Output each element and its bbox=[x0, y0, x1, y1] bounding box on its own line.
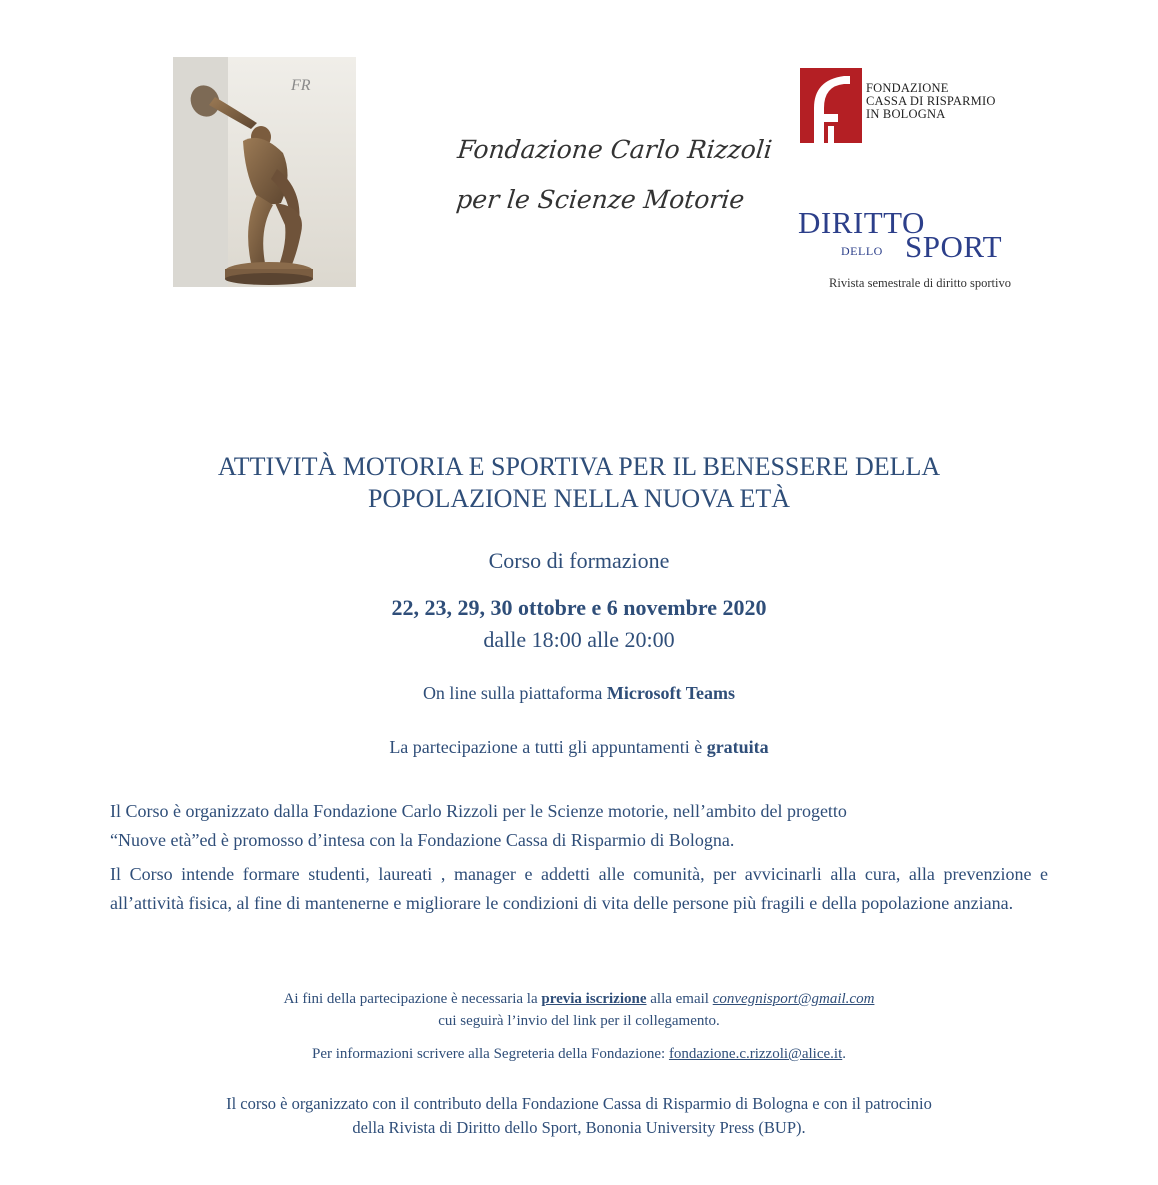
body-paragraph-2: Il Corso intende formare studenti, laureati , manager e addetti alle comunità, per avvicinarli alla cura, alla prevenzione e all’attività fisica, al fine di mantenerne e migliorare le condizioni di vita delle persone più fragili e della popolazione anziana. bbox=[110, 864, 1048, 913]
info-suffix: . bbox=[842, 1046, 847, 1062]
carisbo-logo-mark bbox=[800, 68, 862, 143]
fondazione-rizzoli-logo bbox=[450, 125, 774, 225]
info-prefix: Per informazioni scrivere alla Segreteria della Fondazione: bbox=[311, 1046, 669, 1062]
diritto-dello-sport-logo bbox=[798, 205, 1038, 270]
body-paragraph-1-line1: Il Corso è organizzato dalla Fondazione Carlo Rizzoli per le Scienze motorie, nell’ambito del progetto bbox=[110, 801, 847, 821]
ds-word-dello: DELLO bbox=[841, 244, 883, 258]
event-hours: dalle 18:00 alle 20:00 bbox=[483, 627, 675, 652]
ds-word-sport: SPORT bbox=[905, 229, 1003, 264]
participation-free: gratuita bbox=[706, 737, 769, 757]
info-email-link[interactable]: fondazione.c.rizzoli@alice.it bbox=[668, 1046, 843, 1062]
event-title-line2: POPOLAZIONE NELLA NUOVA ETÀ bbox=[367, 484, 790, 513]
registration-middle: alla email bbox=[646, 991, 713, 1007]
footer-line1: Il corso è organizzato con il contributo della Fondazione Cassa di Risparmio di Bologna e con il patrocinio bbox=[226, 1094, 932, 1113]
event-dates: 22, 23, 29, 30 ottobre e 6 novembre 2020 bbox=[391, 595, 767, 620]
registration-line1 bbox=[80, 988, 1078, 1010]
registration-note bbox=[80, 988, 1078, 1032]
event-title bbox=[80, 451, 1078, 515]
carisbo-line1: FONDAZIONE bbox=[866, 81, 949, 95]
registration-email-link[interactable]: convegnisport@gmail.com bbox=[712, 991, 875, 1007]
ds-word-diritto: DIRITTO bbox=[798, 205, 925, 240]
footer-note bbox=[80, 1092, 1078, 1140]
registration-prefix: Ai fini della partecipazione è necessaria la bbox=[283, 991, 542, 1007]
course-type: Corso di formazione bbox=[488, 548, 670, 573]
body-paragraph-1-line2: “Nuove età”ed è promosso d’intesa con la Fondazione Cassa di Risparmio di Bologna. bbox=[110, 830, 735, 850]
platform-prefix: On line sulla piattaforma bbox=[422, 683, 607, 703]
platform-name: Microsoft Teams bbox=[606, 683, 736, 703]
participation-line bbox=[80, 735, 1078, 759]
carisbo-line2: CASSA DI RISPARMIO bbox=[866, 94, 996, 108]
carisbo-line3: IN BOLOGNA bbox=[866, 107, 946, 121]
participation-prefix: La partecipazione a tutti gli appuntamenti è bbox=[389, 737, 707, 757]
footer-line2: della Rivista di Diritto dello Sport, Bononia University Press (BUP). bbox=[352, 1118, 806, 1137]
previa-iscrizione-link[interactable] bbox=[541, 991, 646, 1007]
discobolus-image bbox=[173, 57, 356, 287]
ds-subtitle: Rivista semestrale di diritto sportivo bbox=[829, 276, 1011, 290]
statue-illustration bbox=[173, 57, 356, 287]
rizzoli-logo-line1: Fondazione Carlo Rizzoli bbox=[456, 135, 774, 164]
previa-iscrizione-text: previa iscrizione bbox=[541, 991, 647, 1007]
rizzoli-logo-line2: per le Scienze Motorie bbox=[454, 185, 746, 214]
carisbo-f-icon bbox=[800, 68, 862, 143]
event-title-line1: ATTIVITÀ MOTORIA E SPORTIVA PER IL BENESSERE DELLA bbox=[217, 452, 941, 481]
info-note bbox=[80, 1043, 1078, 1065]
platform-line bbox=[80, 681, 1078, 705]
body-paragraph-1 bbox=[110, 797, 1048, 855]
registration-line2: cui seguirà l’invio del link per il collegamento. bbox=[438, 1013, 720, 1029]
fr-monogram: FR bbox=[291, 77, 311, 94]
carisbo-logo-text bbox=[866, 82, 996, 121]
